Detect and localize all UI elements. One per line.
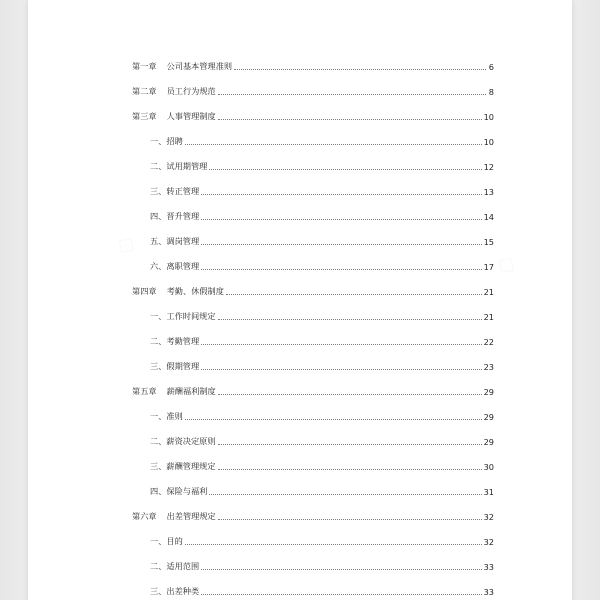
toc-entry[interactable]	[132, 154, 494, 179]
toc-dot-leader	[201, 344, 481, 345]
toc-entry-title: 二、适用范围	[150, 561, 200, 571]
toc-entry[interactable]	[132, 404, 494, 429]
document-page	[28, 0, 572, 600]
toc-page-number: 15	[483, 236, 494, 247]
toc-entry[interactable]	[132, 454, 494, 479]
toc-page-number: 29	[483, 411, 494, 422]
toc-entry-title: 一、目的	[150, 536, 183, 546]
toc-entry[interactable]	[132, 254, 494, 279]
toc-entry[interactable]	[132, 104, 494, 129]
toc-entry-title: 一、准则	[150, 411, 183, 421]
toc-page-number: 29	[483, 386, 494, 397]
toc-page-number: 8	[488, 86, 494, 97]
toc-entry[interactable]	[132, 229, 494, 254]
toc-dot-leader	[218, 444, 482, 445]
toc-dot-leader	[209, 494, 481, 495]
toc-dot-leader	[218, 94, 486, 95]
toc-entry-title: 四、保险与福利	[150, 486, 208, 496]
toc-entry[interactable]	[132, 504, 494, 529]
toc-entry[interactable]	[132, 204, 494, 229]
toc-dot-leader	[201, 244, 481, 245]
toc-entry[interactable]	[132, 279, 494, 304]
toc-dot-leader	[185, 144, 482, 145]
toc-dot-leader	[218, 519, 482, 520]
toc-entry[interactable]	[132, 529, 494, 554]
toc-dot-leader	[201, 219, 481, 220]
toc-entry-title: 公司基本管理准则	[166, 61, 233, 71]
toc-dot-leader	[201, 194, 481, 195]
toc-page-number: 12	[483, 161, 494, 172]
toc-entry-title: 出差管理规定	[166, 511, 216, 521]
toc-page-number: 22	[483, 336, 494, 347]
toc-entry-title: 三、薪酬管理规定	[150, 461, 216, 471]
toc-dot-leader	[218, 119, 482, 120]
toc-page-number: 13	[483, 186, 494, 197]
toc-entry[interactable]	[132, 129, 494, 154]
toc-dot-leader	[201, 269, 481, 270]
toc-entry-title: 二、试用期管理	[150, 161, 208, 171]
toc-dot-leader	[185, 419, 482, 420]
toc-chapter-number: 第五章	[132, 386, 157, 396]
toc-dot-leader	[218, 319, 482, 320]
watermark	[492, 247, 523, 281]
toc-entry-title: 人事管理制度	[166, 111, 216, 121]
toc-entry-title: 员工行为规范	[166, 86, 216, 96]
toc-entry-title: 薪酬福利制度	[166, 386, 216, 396]
toc-page-number: 31	[483, 486, 494, 497]
toc-dot-leader	[185, 544, 482, 545]
toc-chapter-number: 第二章	[132, 86, 157, 96]
table-of-contents	[132, 54, 494, 600]
toc-page-number: 10	[483, 111, 494, 122]
toc-page-number: 30	[483, 461, 494, 472]
toc-entry[interactable]	[132, 554, 494, 579]
toc-entry-title: 二、薪资决定原则	[150, 436, 216, 446]
toc-entry-title: 二、考勤管理	[150, 336, 200, 346]
toc-entry[interactable]	[132, 179, 494, 204]
toc-page-number: 32	[483, 536, 494, 547]
toc-entry[interactable]	[132, 354, 494, 379]
toc-chapter-number: 第三章	[132, 111, 157, 121]
toc-dot-leader	[218, 469, 482, 470]
toc-dot-leader	[201, 594, 481, 595]
toc-page-number: 33	[483, 586, 494, 597]
toc-chapter-number: 第六章	[132, 511, 157, 521]
toc-page-number: 21	[483, 311, 494, 322]
toc-dot-leader	[209, 169, 481, 170]
toc-page-number: 21	[483, 286, 494, 297]
toc-chapter-number: 第四章	[132, 286, 157, 296]
toc-page-number: 33	[483, 561, 494, 572]
toc-entry-title: 三、转正管理	[150, 186, 200, 196]
toc-dot-leader	[201, 569, 481, 570]
toc-entry[interactable]	[132, 379, 494, 404]
toc-entry[interactable]	[132, 479, 494, 504]
toc-page-number: 6	[488, 61, 494, 72]
toc-entry[interactable]	[132, 429, 494, 454]
toc-entry-title: 四、晋升管理	[150, 211, 200, 221]
toc-entry-title: 三、假期管理	[150, 361, 200, 371]
toc-entry-title: 一、招聘	[150, 136, 183, 146]
toc-entry[interactable]	[132, 579, 494, 600]
toc-entry-title: 一、工作时间规定	[150, 311, 216, 321]
toc-entry[interactable]	[132, 54, 494, 79]
toc-entry[interactable]	[132, 329, 494, 354]
toc-page-number: 10	[483, 136, 494, 147]
toc-dot-leader	[201, 369, 481, 370]
toc-entry[interactable]	[132, 79, 494, 104]
toc-page-number: 29	[483, 436, 494, 447]
toc-page-number: 32	[483, 511, 494, 522]
toc-entry-title: 考勤、休假制度	[166, 286, 224, 296]
toc-entry[interactable]	[132, 304, 494, 329]
toc-dot-leader	[226, 294, 482, 295]
toc-chapter-number: 第一章	[132, 61, 157, 71]
toc-page-number: 14	[483, 211, 494, 222]
toc-entry-title: 三、出差种类	[150, 586, 200, 596]
toc-dot-leader	[218, 394, 482, 395]
toc-dot-leader	[234, 69, 486, 70]
toc-entry-title: 五、调岗管理	[150, 236, 200, 246]
toc-entry-title: 六、离职管理	[150, 261, 200, 271]
toc-page-number: 23	[483, 361, 494, 372]
toc-page-number: 17	[483, 261, 494, 272]
